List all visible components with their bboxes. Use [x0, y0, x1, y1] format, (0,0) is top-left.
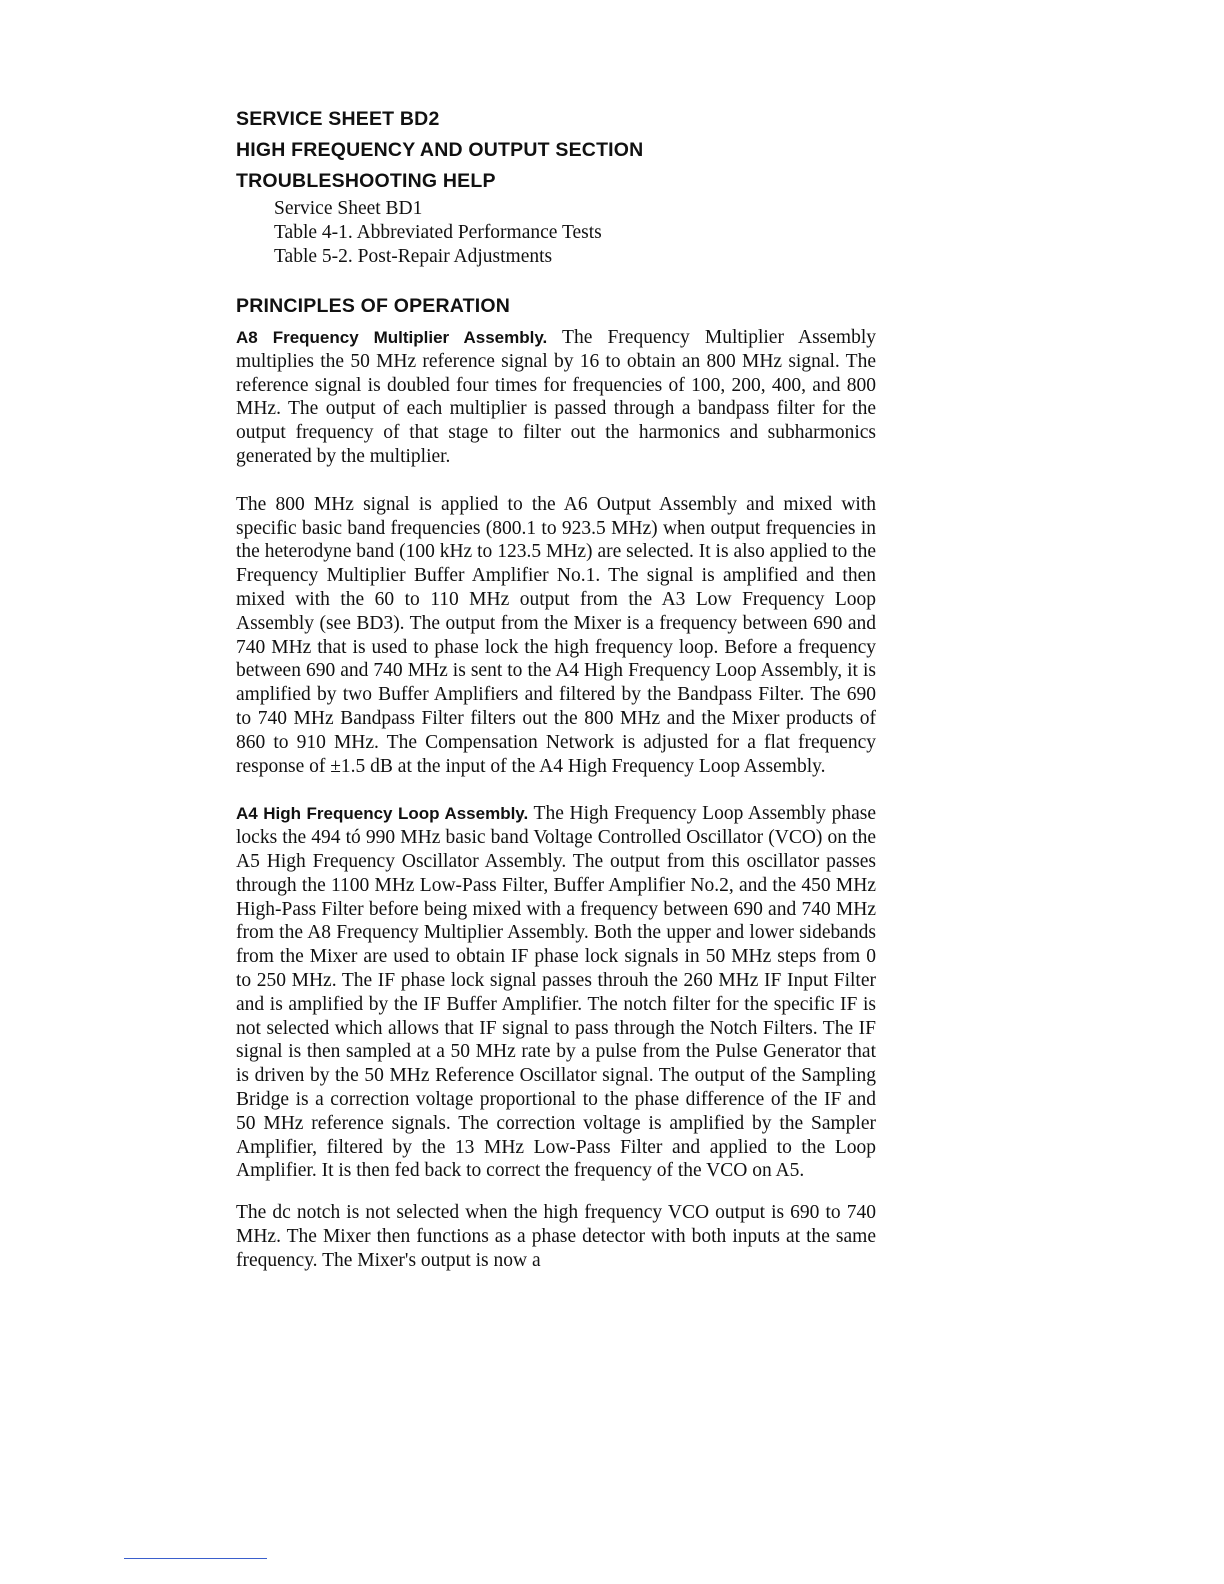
dc-notch-paragraph: The dc notch is not selected when the high frequency VCO output is 690 to 740 MHz. The Mixer then functions as a phase detector with both inputs at the same frequency. The Mixer's output is now a [236, 1202, 876, 1271]
principles-heading: PRINCIPLES OF OPERATION [236, 295, 511, 317]
help-item: Service Sheet BD1 [274, 198, 423, 219]
a4-paragraph [236, 802, 876, 1183]
a8-paragraph [236, 326, 876, 469]
a4-lead: A4 High Frequency Loop Assembly. [236, 804, 529, 824]
a4-body: The High Frequency Loop Assembly phase locks the 494 tó 990 MHz basic band Voltage Controlled Oscillator (VCO) on the A5 High Frequency Oscillator Assembly. The output from this oscillator passes through the 1100 MHz Low-Pass Filter, Buffer Amplifier No.2, and the 450 MHz High-Pass Filter before being mixed with a frequency between 690 and 740 MHz from the A8 Frequency Multiplier Assembly. Both the upper and lower sidebands from the Mixer are used to obtain IF phase lock signals in 50 MHz steps from 0 to 250 MHz. The IF phase lock signal passes throuh the 260 MHz IF Input Filter and is amplified by the IF Buffer Amplifier. The notch filter for the specific IF is not selected which allows that IF signal to pass through the Notch Filters. The IF signal is then sampled at a 50 MHz rate by a pulse from the Pulse Generator that is driven by the 50 MHz Reference Oscillator signal. The output of the Sampling Bridge is a correction voltage proportional to the phase difference of the IF and 50 MHz reference signals. The correction voltage is amplified by the Sampler Amplifier, filtered by the 13 MHz Low-Pass Filter and applied to the Loop Amplifier. It is then fed back to correct the frequency of the VCO on A5. [236, 803, 876, 1182]
section-title: HIGH FREQUENCY AND OUTPUT SECTION [236, 139, 644, 161]
footnote-divider [124, 1558, 267, 1559]
a8-lead: A8 Frequency Multiplier Assembly. [236, 328, 548, 347]
troubleshooting-list [274, 197, 876, 269]
output-assembly-paragraph: The 800 MHz signal is applied to the A6 Output Assembly and mixed with specific basic band frequencies (800.1 to 923.5 MHz) when output frequencies in the heterodyne band (100 kHz to 123.5 MHz) are selected. It is also applied to the Frequency Multiplier Buffer Amplifier No.1. The signal is amplified and then mixed with the 60 to 110 MHz output from the A3 Low Frequency Loop Assembly (see BD3). The output from the Mixer is a frequency between 690 and 740 MHz that is used to phase lock the high frequency loop. Before a frequency between 690 and 740 MHz is sent to the A4 High Frequency Loop Assembly, it is amplified by two Buffer Amplifiers and filtered by the Bandpass Filter. The 690 to 740 MHz Bandpass Filter filters out the 800 MHz and the Mixer products of 860 to 910 MHz. The Compensation Network is adjusted for a flat frequency response of ±1.5 dB at the input of the A4 High Frequency Loop Assembly. [236, 493, 876, 777]
help-item: Table 5-2. Post-Repair Adjustments [274, 246, 553, 267]
document-page [236, 104, 876, 1272]
troubleshooting-heading: TROUBLESHOOTING HELP [236, 170, 496, 192]
a8-body: The Frequency Multiplier Assembly multiplies the 50 MHz reference signal by 16 to obtain an 800 MHz signal. The reference signal is doubled four times for frequencies of 100, 200, 400, and 800 MHz. The output of each multiplier is passed through a bandpass filter for the output frequency of that stage to filter out the harmonics and subharmonics generated by the multiplier. [236, 327, 876, 467]
service-sheet-title: SERVICE SHEET BD2 [236, 108, 440, 130]
help-item: Table 4-1. Abbreviated Performance Tests [274, 222, 602, 243]
